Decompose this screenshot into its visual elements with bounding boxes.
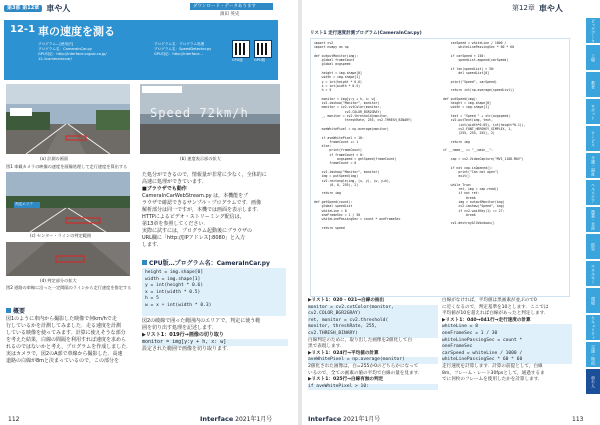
label-judge-area: 判定エリア [15,202,33,206]
code-line: cv2.imshow("Monitor", monitor) [314,169,380,174]
right-page [302,0,600,425]
qr-code-cpu [232,40,250,58]
side-tab-6: 介護・福祉 [586,153,600,178]
part-badge: 第3部 第12章 [4,5,42,12]
code-line: return img [314,191,341,196]
code-line: print("Can not open") [443,169,499,174]
code-line: img = putSpeed(img) [314,174,359,179]
code-line: width = img.shape[1] [314,75,361,80]
code-line: if aveWhitePixel > 10: [314,135,364,140]
photo-centerline [6,172,130,232]
qr-code-gpu [254,40,272,58]
code-line: text = "Speed " + str(avgspeed) [443,114,511,119]
code-line: cv2.FONT_HERSHEY_SIMPLEX, 1, [443,126,513,131]
square-bullet-icon [6,308,11,313]
caption-a: (a) 計測の画面 [40,156,69,161]
body-column-2: た処分ができるので，情報量が非常に少なく，全体的に 高速に処理ができています． ■ブラウザでも動作 CameraInCarWebStream.py は，本機能をブ ラウザで確認できるサンプル・プログラムです．画像 解析部分は同一ですが，本機では画面を表示します． HTTPによるビデオ・ストリーミング配信は， 第13章を参照してください． 実際に試すには，プログラム起動後にブラウザの URL欄に「http://[IPアドレス]:8080」と入力 します． [142,172,267,248]
side-tab-14: 車や人 [586,369,600,394]
code-line: else: [314,144,332,149]
code-line: print(frameCount) [314,148,362,153]
code-line: speedList.append(carSpeed) [443,58,509,63]
square-bullet-icon [142,260,147,265]
code-line: img = outputMonitor(img) [443,199,505,204]
code-line: frameCount = 0 [314,161,357,166]
code-line: def outputMonitor(img): [314,53,359,58]
code-line: if cv2.waitKey(1) == 27: [443,208,505,213]
right-body-col-1: ▶リスト1：020 - 021→白線の抽出 monitor = cv2.cvtColor(monitor, cv2.COLOR_BGR2GRAY) ret, monitor = cv2.threshold( monitor, threshRate, 255, cv2.THRESH_BINARY) 白線判定のために，取り出した画像を2値化して白 黒で表現します． ▶リスト1：024行→平均値の計算 aveWhitePixel = np.average(monitor) 2値化された画像は，白=255か0のどちらかになって いるので，全ての画素の値の平均で白線の量を見ます． ▶リスト1：025行→白線有無の判定 if aveWhitePixel > 10: [308,298,438,390]
code-line: del speedList[0] [443,71,490,76]
download-banner: ダウンロード・データあります [190,3,273,10]
chapter-title: 車や人 [46,3,71,13]
left-footer-brand: Interface 2021年1月号 [200,415,273,423]
code-line: break [443,195,476,200]
code-line: _, monitor = cv2.threshold(monitor, [314,114,389,119]
code-column-2 [443,41,526,226]
code-line: return int(np.average(speedList)) [443,88,515,93]
road-photo-a [6,84,130,154]
code-line: width = img.shape[1] [443,105,490,110]
side-tab-7: ヘルスケア [586,180,600,205]
left-page [0,0,298,425]
code-line: whiteLinePassingSec * 60 * 60 [443,45,515,50]
code-line: break [443,212,476,217]
code-line: print("Speed", carSpeed) [443,79,497,84]
code-line: def putSpeed(img): [443,96,478,101]
code-line: if len(speedList) > 30: [443,66,495,71]
side-tab-1: ビッグデータ [586,18,600,43]
qr-label-cpu: CPU版 [232,58,243,62]
code-line: import numpy as np [314,45,349,50]
code-line: monitor = cv2.cvtColor(monitor, [314,105,382,110]
caption-d: (d) 判定部分の拡大 [40,278,77,283]
code-line: global frameCount [314,58,355,63]
side-tab-2: 工場 [586,45,600,70]
code-line: height = img.shape[0] [314,71,362,76]
code-column-1 [314,41,412,230]
code-line: height = img.shape[0] [443,101,491,106]
right-page-number: 113 [572,416,584,423]
code-line: (255, 255, 255), 2) [443,131,495,136]
body-column-1: 図1のように車内から撮影した映像で何km/hで走 行しているかを計測してみました．走る速度を計測 している映像を使ってみます．計算に使えそうな部分 を考えた結果，白線の間隔を利用すれば速度を求めら れるのではないかと考え，プログラムを作成しました． 実はカメラで，図2のA部で車線から撮影した．高速 道路の白線が8mと決まっているので，この部分を [6,316,132,364]
photo-speed-zoom [140,84,280,154]
caption-b: (b) 速度表示部の拡大 [180,156,221,161]
code-line: aveWhitePixel = np.average(monitor) [314,126,389,131]
code-line: if not cap.isOpened(): [443,165,493,170]
side-tab-8: 農業・水産 [586,207,600,232]
code-line: cv2.COLOR_BGR2GRAY) [314,109,382,114]
photo-judge-zoom [6,242,130,276]
side-tab-5: サービス [586,126,600,151]
author-name: 濱田 英史 [220,12,240,17]
code-line: global speedList [314,204,353,209]
source-code-listing [310,38,570,297]
listing-title: リスト1 走行速度計測プログラム(CameraInCar.py) [310,31,422,36]
code-line: cv2.imshow("Speed", img) [443,204,505,209]
article-number: 12-1 [10,24,36,35]
side-tab-4: ロボット [586,99,600,124]
code-line: threshRate, 255, cv2.THRESH_BINARY) [314,118,412,123]
speed-overlay-text: Speed 72km/h [150,106,249,120]
body-column-2b: 図2の破線で囲った範囲内のエリアで，判定に使う範 囲を切り出す処理を記述します． ▶リスト1：019行→画像の切り取り monitor = img[y:y + h, x: w] 設定された範囲で画像を切り取ります． [142,318,288,353]
code-line: h = 5 [314,88,332,93]
photo-road-view [6,84,130,154]
side-tab-12: セキュリティ [586,315,600,340]
code-line: if __name__ == "__main__": [443,148,493,153]
code-line: cv2.rectangle(img, (x, y), (w, y+h), [314,178,391,183]
code-line: import cv2 [314,41,334,45]
code-line: def getSpeed(count): [314,199,353,204]
section-cpu-heading: CPU版…プログラム名：CameraInCar.py [142,258,270,267]
code-line: cv2.imshow("Monitor", monitor) [314,101,380,106]
code-line: (0, 0, 255), 2) [314,182,359,187]
code-line: if frameCount > 0: [314,152,364,157]
code-line: whiteLine = 8 [314,208,347,213]
code-line: cv2.destroyAllWindows() [443,221,495,226]
code-line: if not ret: [443,191,480,196]
code-line: cap = cv2.VideoCapture("MVI_1188.MOV") [443,157,524,162]
code-line: x = int(width * 0.5) [314,83,361,88]
code-line: ret, img = cap.read() [443,187,499,192]
left-page-number: 112 [8,416,20,423]
code-line: return speed [314,225,345,230]
code-line: oneFrameSec = 1 / 30 [314,212,361,217]
code-line: y = int(height * 0.6) [314,79,362,84]
side-tab-9: 防災 [586,234,600,259]
code-line: whiteLinePassingSec = count * oneFrameSec [314,217,401,222]
side-tab-3: 教育 [586,72,600,97]
code-line: global avgspeed [314,62,351,67]
right-footer-brand: Interface 2021年1月号 [308,415,381,423]
code-line: (int(width*0.05), int(height*0.1)), [443,122,526,127]
code-line: while True: [443,182,472,187]
code-line: cv2.putText(img, text, [443,118,493,123]
code-snippet-crop: height = img.shape[0] width = img.shape[1] y = int(height * 0.6) x = int(width * 0.5) h = 5 w = x + int(width * 0.3) [142,268,286,316]
program-meta: プログラム…[使用法] プログラム名：CameraInCar.py GPU対応：http://interface.cqpub.co.jp/ 12-1camerainccar/ [38,42,107,61]
code-line: exit() [443,174,470,179]
caption-c: (c) センター・ラインの判定範囲 [30,233,92,238]
article-title-box [4,20,278,80]
article-title: 車の速度を測る [38,25,115,38]
road-photo-d [6,242,130,276]
code-line: frameCount += 1 [314,139,359,144]
figure-1-caption: 図1 車載カメラの映像の速度を画像処理して走行速度を算出する [6,164,128,169]
qr-label-gpu: GPU版 [254,58,266,62]
code-line: avgspeed = getSpeed(frameCount) [314,157,397,162]
section-intro-heading: 概要 [6,306,25,315]
right-body-col-2: 白線がなければ，平均値は黒画素が並ぶので0 に近くなるので，判定基準を10とします．ここでは 平均値が10を超えれば白線があったと判定します． ▶リスト1：040→041行→走行速度の計算 whiteLine = 8 oneFrameSec = 1 / 30 whiteLinePassingSec = count * oneFrameSec carSpeed = whiteLine / 1000 / whiteLinePassingSec * 60 * 60 走行速度を計算します．計算の前提として，白線 8m，フレーム・レート30fpsとして，通過するま でに何枚のフレームを使用したかを計算します． [442,298,572,384]
code-line: if carSpeed < 150: [443,53,486,58]
side-tab-13: 交通・物流 [586,342,600,367]
right-header: 第12章 車や人 [512,3,563,13]
side-tab-11: 環境 [586,288,600,313]
code-line: return img [443,139,470,144]
left-header [4,2,70,14]
code-line: monitor = img[y:y + h, x: w] [314,96,376,101]
code-line: carSpeed = whiteLine / 1000 / [443,41,507,45]
side-tab-10: エネルギー [586,261,600,286]
program-meta-2: プログラム名：プログラム処理 プログラム名：SpeedDetector.py GPU対応：http://interface... [154,42,212,56]
figure-2-caption: 図2 道路の車線に沿った一定間隔のラインから走行速度を推定する [6,285,132,290]
